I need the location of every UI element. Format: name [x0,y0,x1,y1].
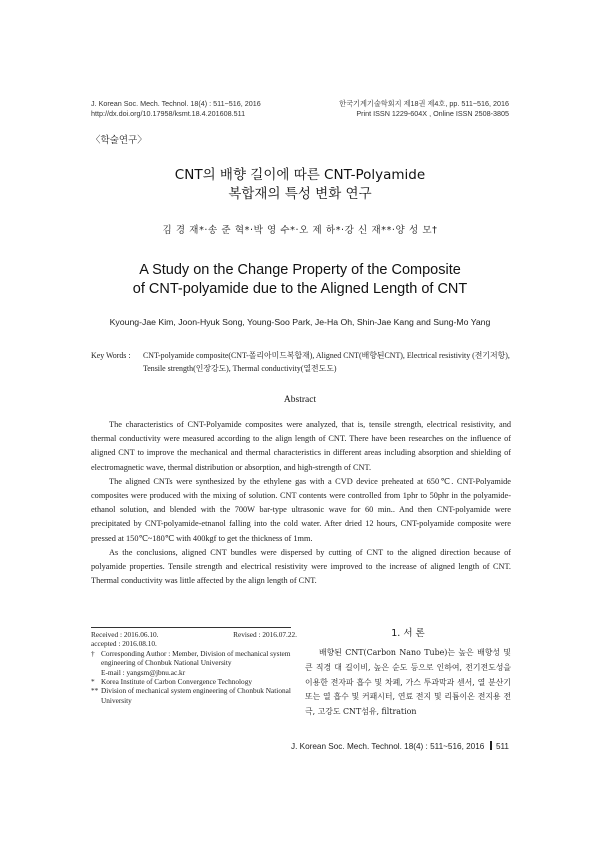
korean-title-line-2: 복합재의 특성 변화 연구 [228,186,372,202]
english-authors: Kyoung-Jae Kim, Joon-Hyuk Song, Young-Soo Park, Je-Ha Oh, Shin-Jae Kang and Sung-Mo Yang [109,317,491,327]
doi-link[interactable]: http://dx.doi.org/10.17958/ksmt.18.4.201608.511 [91,109,246,118]
keywords-label: Key Words : [91,351,131,360]
journal-citation-korean: 한국기계기술학회지 제18권 제4호, pp. 511~516, 2016 [339,99,509,108]
keywords-block [91,349,511,375]
introduction-body: 배향된 CNT(Carbon Nano Tube)는 높은 배향성 및 큰 직경 대 길이비, 높은 순도 등으로 인하여, 전기전도성을 이용한 전자파 흡수 및 차폐, 가스 투과막과 센서, 열 분산기 또는 열 흡수 및 커패시터, 연료 전지 및 리튬이온 전지용 전극, 고강도 CNT섬유, filtration [305,648,511,717]
english-title-line-1: A Study on the Change Property of the Composite [139,262,461,278]
revised-date: Revised : 2016.07.22. [233,630,297,639]
journal-header-left [91,99,261,119]
abstract-body [91,418,511,588]
affiliation-note-2 [91,686,297,705]
abstract-paragraph-2: The aligned CNTs were synthesized by the ethylene gas with a CVD device preheated at 650℃. CNT-Polyamide composites were produced with the mixing of solution. CNT contents were controlled from 1phr to 50phr in the polyamide-ethanol solution, and blended with the 700W bar-type ultrasonic wave for 60 min.. And then CNT-polyamide were precipitated by CNT-polyamide-etnanol falling into the cold water. After dried 12 hours, CNT-polyamide composite were pressed at 150℃~180℃ with 400kgf to get the thickness of 1mm. [91,476,511,543]
journal-citation: J. Korean Soc. Mech. Technol. 18(4) : 511~516, 2016 [91,99,261,108]
keywords-text: CNT-polyamide composite(CNT-폴리아미드복합재), Aligned CNT(배향된CNT), Electrical resistivity (전기저항), Tensile strength(인장강도), Thermal conductivity(열전도도) [143,351,510,373]
korean-title [0,166,600,204]
footer-citation: J. Korean Soc. Mech. Technol. 18(4) : 511~516, 2016 [290,742,485,751]
abstract-paragraph-1: The characteristics of CNT-Polyamide composites were analyzed, that is, tensile strength, electrical resistivity, and thermal conductivity were measured according to the align length of CNT. There have been researches on the influence of aligned CNT to improve the mechanical and thermal characteristics in different areas including absorption and shielding of electromagnetic wave, thermal distribution or absorption, and high-strength of CNT. [91,420,511,472]
double-asterisk-mark: ** [91,686,99,696]
section-tag: 〈학술연구〉 [91,135,147,146]
page-footer [291,741,509,751]
corresponding-email[interactable]: E-mail : yangsm@jbnu.ac.kr [101,667,186,677]
dagger-mark: † [91,648,95,658]
corresponding-author-note [91,649,297,677]
received-date: Received : 2016.06.10. [91,630,159,639]
footer-separator [490,741,492,750]
english-title-line-2: of CNT-polyamide due to the Aligned Length of CNT [132,281,468,297]
received-revised-row [91,630,297,639]
affiliation-2-text: Division of mechanical system engineering of Chonbuk National University [101,686,291,705]
issn-line: Print ISSN 1229-604X , Online ISSN 2508-3805 [356,109,509,118]
journal-header-right [339,99,509,119]
korean-authors: 김 경 재*·송 준 혁*·박 영 수*·오 제 하*·강 신 재**·양 성 모† [162,225,438,236]
korean-title-line-1: CNT의 배향 길이에 따른 CNT-Polyamide [174,167,426,183]
english-title [0,261,600,299]
page-number: 511 [495,742,509,751]
abstract-paragraph-3: As the conclusions, aligned CNT bundles were dispersed by cutting of CNT to the aligned direction because of polyamide properties. Tensile strength and electrical resistivity were improved to the increase of aligned length of CNT. Thermal conductivity was little affected by the align length of CNT. [91,547,511,586]
corresponding-author-text: Corresponding Author : Member, Division of mechanical system engineering of Chonbuk National University [101,648,291,668]
affiliation-1-text: Korea Institute of Carbon Convergence Technology [101,677,252,687]
accepted-date: accepted : 2016.08.10. [91,639,157,649]
introduction-heading: 1. 서 론 [391,628,425,639]
abstract-heading: Abstract [283,395,317,405]
footnote-divider [91,627,291,628]
affiliation-note-1 [91,677,297,686]
asterisk-mark: * [91,677,95,687]
footnotes [91,630,297,705]
